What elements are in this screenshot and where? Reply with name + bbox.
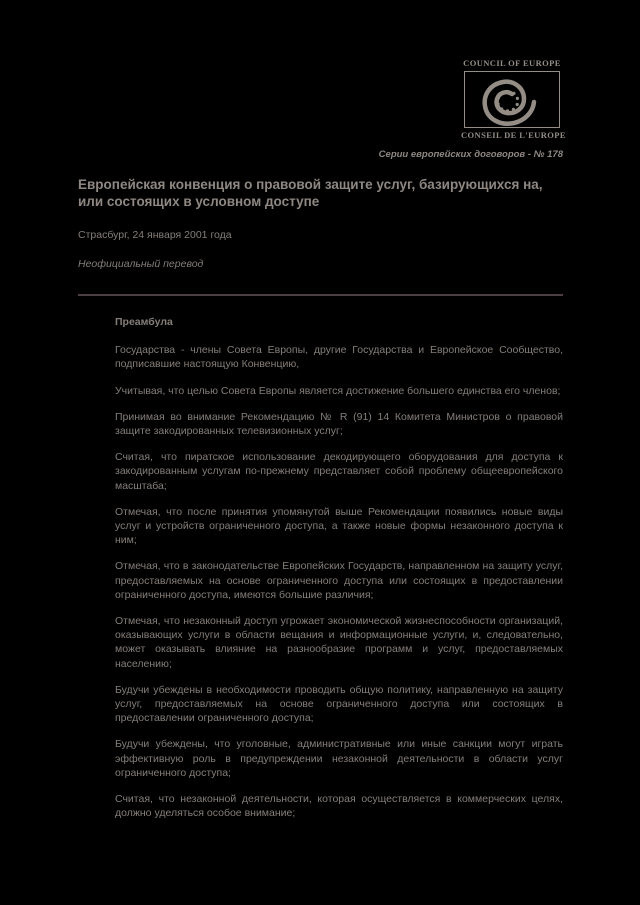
- logo-text-french: CONSEIL DE L'EUROPE: [461, 130, 566, 140]
- translation-note: Неофициальный перевод: [78, 258, 204, 270]
- document-title: Европейская конвенция о правовой защите услуг, базирующихся на, или состоящих в условном доступе: [78, 177, 543, 209]
- preamble-paragraph: Будучи убеждены в необходимости проводить общую политику, направленную на защиту услуг, предоставляемых на основе ограниченного доступа или состоящих в предоставлении ограниченного доступа;: [115, 683, 563, 725]
- preamble-paragraph: Будучи убеждены, что уголовные, административные или иные санкции могут играть эффективную роль в предупреждении незаконной деятельности в области услуг ограниченного доступа;: [115, 738, 563, 779]
- emblem-spiral: [485, 82, 534, 124]
- preamble-heading: Преамбула: [115, 316, 173, 328]
- preamble-paragraph: Считая, что незаконной деятельности, которая осуществляется в коммерческих целях, должно уделяться особое внимание;: [115, 793, 563, 820]
- preamble-paragraph: Отмечая, что после принятия упомянутой выше Рекомендации появились новые виды услуг и устройств ограниченного доступа, а также новые формы незаконного доступа к ним;: [115, 505, 563, 547]
- preamble-section: [115, 315, 563, 820]
- coe-emblem-icon: [464, 71, 560, 128]
- preamble-paragraph: Государства - члены Совета Европы, другие Государства и Европейское Сообщество, подписавшие настоящую Конвенцию,: [115, 344, 563, 371]
- divider-rule: [78, 294, 563, 296]
- preamble-paragraph: Считая, что пиратское использование декодирующего оборудования для доступа к закодированным услугам по-прежнему представляет собой проблему общеевропейского масштаба;: [115, 451, 563, 492]
- council-of-europe-logo: [461, 58, 566, 140]
- preamble-paragraph: Отмечая, что незаконный доступ угрожает экономической жизнеспособности организаций, оказывающих услуги в области вещания и информационные услуги, и, следовательно, может оказывать влияние на разнообразие программ и услуг, предоставляемых населению;: [115, 615, 563, 670]
- logo-text-english: COUNCIL OF EUROPE: [463, 58, 561, 68]
- preamble-paragraph: Учитывая, что целью Совета Европы является достижение большего единства его членов;: [115, 384, 561, 397]
- treaty-series-label: Серии европейских договоров - № 178: [378, 149, 563, 160]
- preamble-paragraph: Принимая во внимание Рекомендацию № R (91) 14 Комитета Министров о правовой защите закодированных телевизионных услуг;: [115, 410, 563, 438]
- place-date: Страсбург, 24 января 2001 года: [78, 229, 232, 241]
- preamble-paragraph: Отмечая, что в законодательстве Европейских Государств, направленном на защиту услуг, предоставляемых на основе ограниченного доступа или состоящих в предоставлении ограниченного доступа, имеются большие различия;: [115, 560, 563, 601]
